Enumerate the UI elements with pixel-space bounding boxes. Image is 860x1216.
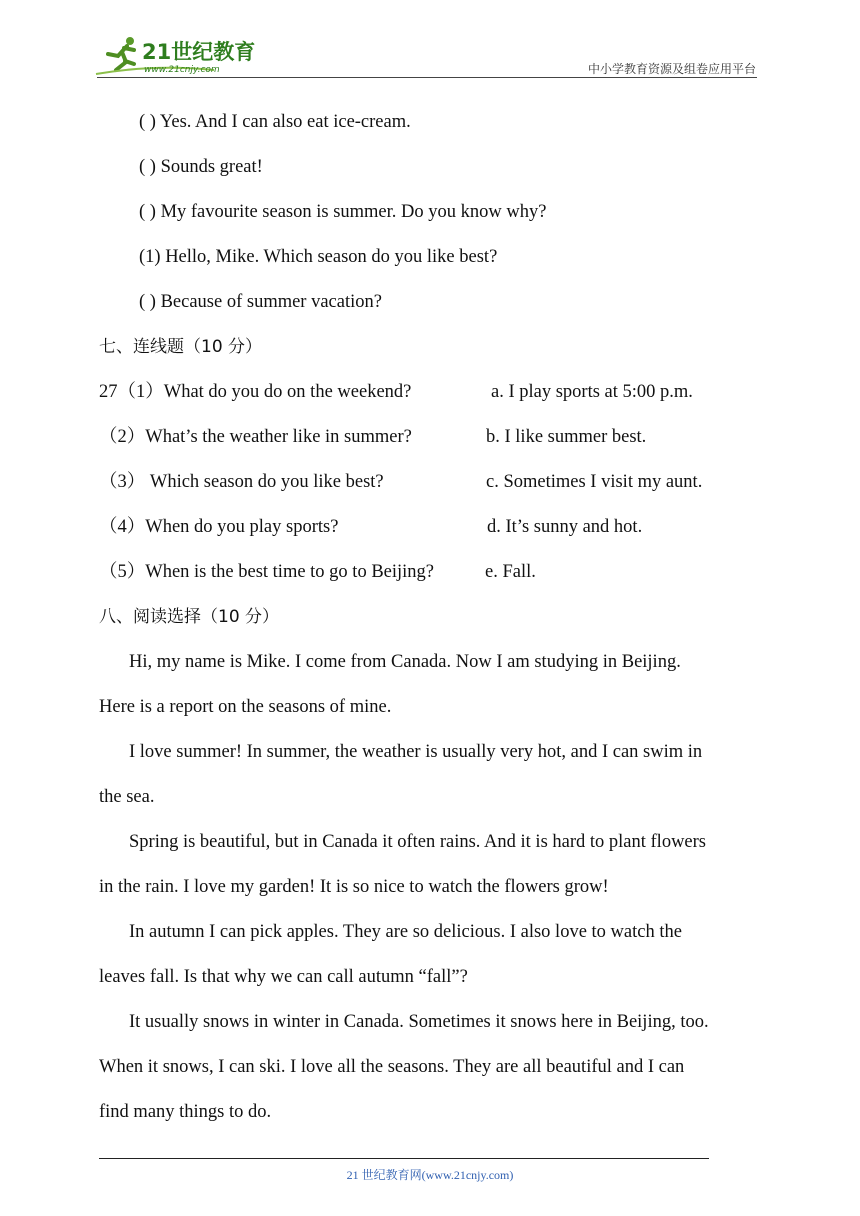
passage-line: find many things to do.	[99, 1102, 272, 1122]
match-question-4: （4）When do you play sports?	[99, 517, 339, 537]
match-answer-e: e. Fall.	[485, 562, 536, 582]
match-question-3: （3） Which season do you like best?	[99, 472, 384, 492]
header-divider	[97, 77, 757, 78]
match-answer-a: a. I play sports at 5:00 p.m.	[491, 382, 693, 402]
match-question-5: （5）When is the best time to go to Beijing?	[99, 562, 435, 582]
site-logo	[94, 34, 264, 78]
match-answer-b: b. I like summer best.	[486, 427, 647, 447]
dialogue-line-2: ( ) Sounds great!	[139, 157, 263, 177]
dialogue-line-4: (1) Hello, Mike. Which season do you like best?	[139, 247, 498, 267]
dialogue-line-5: ( ) Because of summer vacation?	[139, 292, 382, 312]
section-8-title: 八、阅读选择（10 分）	[99, 607, 280, 627]
passage-line: When it snows, I can ski. I love all the seasons. They are all beautiful and I can	[99, 1057, 685, 1077]
platform-name: 中小学教育资源及组卷应用平台	[587, 62, 756, 76]
dialogue-line-3: ( ) My favourite season is summer. Do you know why?	[139, 202, 547, 222]
passage-line: Hi, my name is Mike. I come from Canada. Now I am studying in Beijing.	[129, 652, 681, 672]
match-answer-d: d. It’s sunny and hot.	[487, 517, 643, 537]
match-question-1: 27（1）What do you do on the weekend?	[99, 382, 412, 402]
passage-line: leaves fall. Is that why we can call autumn “fall”?	[99, 967, 468, 987]
passage-line: Spring is beautiful, but in Canada it often rains. And it is hard to plant flowers	[129, 832, 707, 852]
passage-line: Here is a report on the seasons of mine.	[99, 697, 392, 717]
section-7-title: 七、连线题（10 分）	[99, 337, 263, 357]
passage-line: In autumn I can pick apples. They are so delicious. I also love to watch the	[129, 922, 682, 942]
match-answer-c: c. Sometimes I visit my aunt.	[486, 472, 703, 492]
footer-link[interactable]: 21 世纪教育网(www.21cnjy.com)	[346, 1168, 514, 1182]
passage-line: the sea.	[99, 787, 155, 807]
passage-line: in the rain. I love my garden! It is so nice to watch the flowers grow!	[99, 877, 609, 897]
svg-text:www.21cnjy.com: www.21cnjy.com	[144, 65, 220, 75]
passage-line: It usually snows in winter in Canada. Sometimes it snows here in Beijing, too.	[129, 1012, 709, 1032]
dialogue-line-1: ( ) Yes. And I can also eat ice-cream.	[139, 112, 411, 132]
match-question-2: （2）What’s the weather like in summer?	[99, 427, 412, 447]
passage-line: I love summer! In summer, the weather is usually very hot, and I can swim in	[129, 742, 703, 762]
svg-text:21世纪教育: 21世纪教育	[142, 40, 256, 64]
footer-divider	[99, 1158, 709, 1159]
